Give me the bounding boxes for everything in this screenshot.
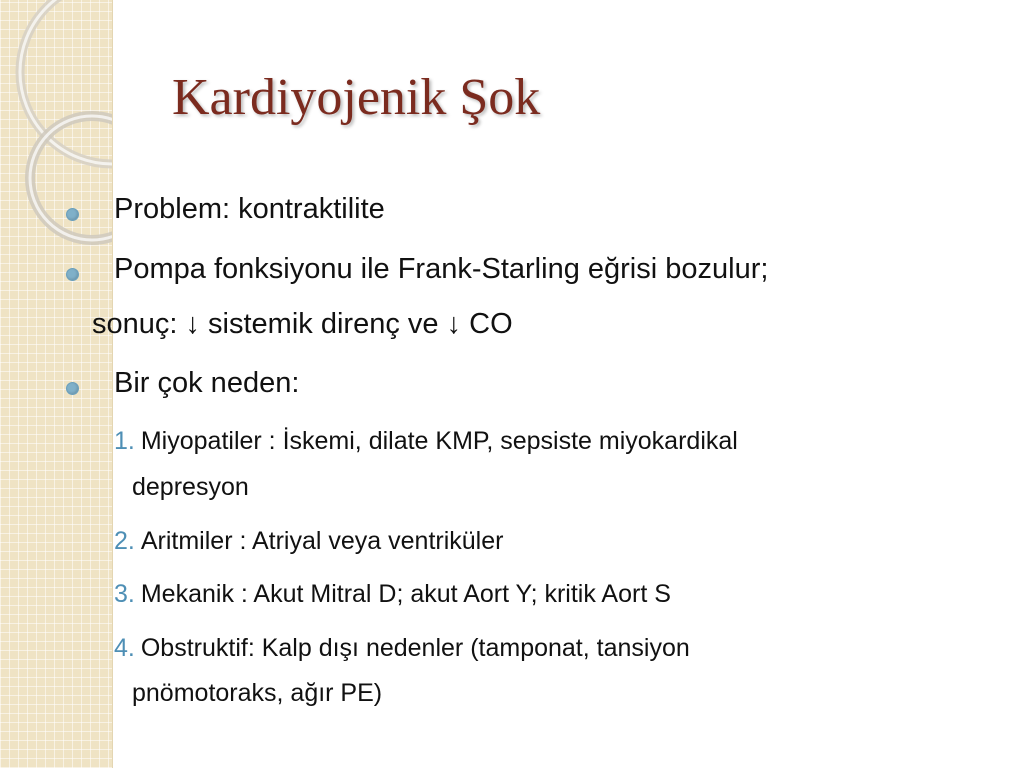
decorative-side-strip	[0, 0, 113, 768]
bullet-dot	[66, 382, 79, 395]
item-text: Aritmiler : Atriyal veya ventriküler	[140, 527, 504, 555]
item-text: Obstruktif: Kalp dışı nedenler (tamponat, tansiyon	[140, 634, 690, 662]
numbered-item-4-line-2: pnömotoraks, ağır PE)	[132, 679, 383, 707]
decorative-circles	[0, 0, 112, 768]
bullet-2-line-1: Pompa fonksiyonu ile Frank-Starling eğrisi bozulur;	[114, 253, 769, 285]
numbered-item-1-line-2: depresyon	[132, 473, 249, 501]
numbered-item-2	[114, 527, 503, 556]
bullet-1-text: Problem: kontraktilite	[114, 193, 385, 225]
item-number: 4.	[114, 634, 135, 662]
item-text: Miyopatiler : İskemi, dilate KMP, sepsiste miyokardikal	[140, 427, 738, 455]
item-text: Mekanik : Akut Mitral D; akut Aort Y; kritik Aort S	[140, 580, 671, 608]
bullet-dot	[66, 208, 79, 221]
bullet-2-line-2: sonuç: ↓ sistemik direnç ve ↓ CO	[92, 308, 513, 340]
numbered-item-1	[114, 427, 738, 456]
numbered-item-4	[114, 634, 690, 663]
item-number: 1.	[114, 427, 135, 455]
item-number: 2.	[114, 527, 135, 555]
numbered-item-3	[114, 580, 671, 609]
bullet-3-text: Bir çok neden:	[114, 367, 300, 399]
slide-title: Kardiyojenik Şok	[172, 69, 541, 126]
bullet-dot	[66, 268, 79, 281]
item-number: 3.	[114, 580, 135, 608]
